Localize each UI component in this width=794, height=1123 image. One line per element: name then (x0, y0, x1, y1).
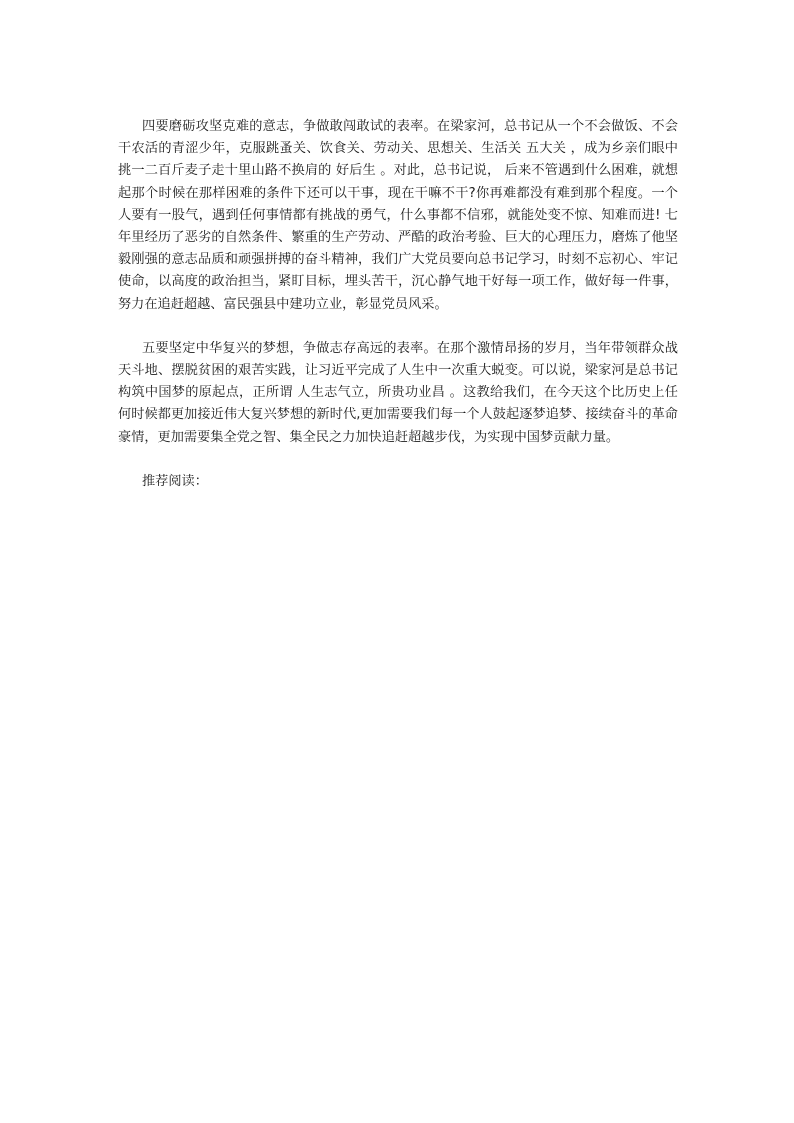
paragraph-four: 四要磨砺攻坚克难的意志，争做敢闯敢试的表率。在梁家河，总书记从一个不会做饭、不会干农活的青涩少年，克服跳蚤关、饮食关、劳动关、思想关、生活关 五大关 ，成为乡亲们眼中挑一二百斤麦子走十里山路不换肩的 好后生 。对此，总书记说， 后来不管遇到什么困难，就想起那个时候在那样困难的条件下还可以干事，现在干嘛不干?你再难都没有难到那个程度。一个人要有一股气，遇到任何事情都有挑战的勇气，什么事都不信邪，就能处变不惊、知难而进! 七年里经历了恶劣的自然条件、繁重的生产劳动、严酷的政治考验、巨大的心理压力，磨炼了他坚毅刚强的意志品质和顽强拼搏的奋斗精神，我们广大党员要向总书记学习，时刻不忘初心、牢记使命，以高度的政治担当，紧盯目标，埋头苦干，沉心静气地干好每一项工作，做好每一件事，努力在追赶超越、富民强县中建功立业，彰显党员风采。 (118, 119, 678, 312)
recommend-reading-label: 推荐阅读： (142, 473, 208, 489)
paragraph-five: 五要坚定中华复兴的梦想，争做志存高远的表率。在那个激情昂扬的岁月，当年带领群众战天斗地、摆脱贫困的艰苦实践，让习近平完成了人生中一次重大蜕变。可以说，梁家河是总书记构筑中国梦的原起点，正所谓 人生志气立，所贵功业昌 。这教给我们，在今天这个比历史上任何时候都更加接近伟大复兴梦想的新时代,更加需要我们每一个人鼓起逐梦追梦、接续奋斗的革命豪情，更加需要集全党之智、集全民之力加快追赶超越步伐，为实现中国梦贡献力量。 (118, 340, 678, 445)
document-body (118, 116, 678, 493)
